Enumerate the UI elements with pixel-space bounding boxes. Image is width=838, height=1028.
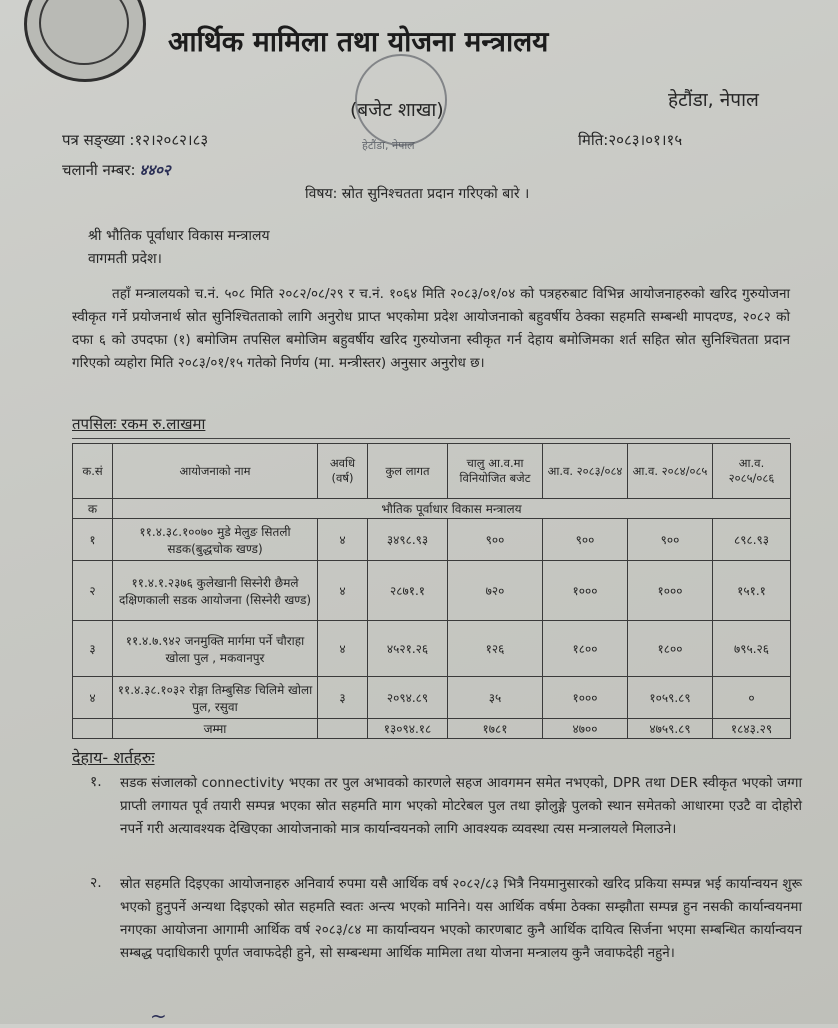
col-total: कुल लागत — [368, 444, 448, 499]
divider — [72, 438, 790, 439]
cell: ७९५.२६ — [713, 621, 791, 677]
cell: १५१.१ — [713, 561, 791, 621]
ministry-title: आर्थिक मामिला तथा योजना मन्त्रालय — [168, 25, 549, 58]
cell: १ — [73, 519, 113, 561]
cell: ४ — [318, 561, 368, 621]
section-name: (बजेट शाखा) — [350, 99, 444, 121]
group-code: क — [73, 499, 113, 519]
condition-number: २. — [90, 875, 102, 891]
table-total-row — [73, 719, 791, 739]
condition-text: स्रोत सहमति दिइएका आयोजनाहरु अनिवार्य रुपमा यसै आर्थिक वर्ष २०८२/८३ भित्रै नियमानुसारको खरिद प्रकिया सम्पन्न भई कार्यान्वयन शुरू भएको हुनुपर्ने अन्यथा दिइएको स्रोत सहमति स्वतः अन्त्य भएको मानिने। यस आर्थिक वर्षमा ठेक्का सम्झौता सम्पन्न हुन नसकी कार्यान्वयनमा नगएका आयोजना आगामी आर्थिक वर्ष २०८३/८४ मा कार्यान्वयन भएको कारणबाट कुनै आर्थिक दायित्व सिर्जना भएमा सम्बन्धित कार्यान्वयन सम्बद्ध पदाधिकारी पूर्णत जवाफदेही हुने, सो सम्बन्धमा आर्थिक मामिला तथा योजना मन्त्रालय कुनै जवाफदेही नहुने। — [120, 876, 802, 961]
table-caption: तपसिलः रकम रु.लाखमा — [72, 415, 206, 433]
col-current: चालु आ.व.मा विनियोजित बजेट — [448, 444, 543, 499]
table-row — [73, 561, 791, 621]
cell: ४ — [73, 677, 113, 719]
signature-icon: ~ — [150, 1004, 167, 1028]
table-row — [73, 677, 791, 719]
cell: ११.४.१.२३७६ कुलेखानी सिस्नेरी छैमले दक्षिणकाली सडक आयोजना (सिस्नेरी खण्ड) — [113, 561, 318, 621]
table-group-row — [73, 499, 791, 519]
cell: ७२० — [448, 561, 543, 621]
col-fy1: आ.व. २०८३/०८४ — [543, 444, 628, 499]
cell: १८०० — [543, 621, 628, 677]
cell: १२६ — [448, 621, 543, 677]
table-header-row — [73, 444, 791, 499]
cell: १००० — [543, 561, 628, 621]
subject-line: विषय: स्रोत सुनिश्चतता प्रदान गरिएको बारे । — [305, 186, 530, 202]
reference-number: पत्र सङ्ख्या :१२।२०८२।८३ — [62, 131, 209, 149]
recipient-line-2: वागमती प्रदेश। — [88, 251, 162, 267]
cell: १०५९.८९ — [628, 677, 713, 719]
cell: १८४३.२९ — [713, 719, 791, 739]
cell: २ — [73, 561, 113, 621]
cell: ४५२१.२६ — [368, 621, 448, 677]
total-label: जम्मा — [113, 719, 318, 739]
cell: १३०९४.१८ — [368, 719, 448, 739]
cell: १००० — [543, 677, 628, 719]
cell: ४७०० — [543, 719, 628, 739]
cell: ११.४.३८.१००७० मुडे मेलुङ सितली सडक(बुद्धचोक खण्ड) — [113, 519, 318, 561]
condition-number: १. — [90, 774, 102, 790]
location: हेटौंडा, नेपाल — [668, 89, 759, 111]
dispatch-label: चलानी नम्बर: — [62, 161, 136, 179]
cell — [318, 719, 368, 739]
col-sn: क.सं — [73, 444, 113, 499]
cell: ११.४.७.९४२ जनमुक्ति मार्गमा पर्ने चौराहा खोला पुल , मकवानपुर — [113, 621, 318, 677]
cell: १७८१ — [448, 719, 543, 739]
letter-date: मिति:२०८३।०१।१५ — [578, 131, 683, 149]
stamp-text: हेटौंडा, नेपाल — [362, 139, 415, 152]
cell: ३ — [73, 621, 113, 677]
recipient-line-1: श्री भौतिक पूर्वाधार विकास मन्त्रालय — [88, 228, 270, 244]
cell: २८७१.१ — [368, 561, 448, 621]
cell: ३४९८.९३ — [368, 519, 448, 561]
cell: ० — [713, 677, 791, 719]
government-emblem-icon — [24, 0, 146, 82]
table-row — [73, 519, 791, 561]
cell — [73, 719, 113, 739]
dispatch-number — [62, 160, 171, 180]
cell: ४ — [318, 519, 368, 561]
cell: ८९८.९३ — [713, 519, 791, 561]
condition-text: सडक संजालको connectivity भएका तर पुल अभावको कारणले सहज आवगमन समेत नभएको, DPR तथा DER स्वीकृत भएको जग्गा प्राप्ती लगायत पूर्व तयारी सम्पन्न भएका स्रोत सहमति माग भएको मोटरेबल पुल तथा झोलुङ्गे पुलको स्थान समेतको आधारमा एउटै वा दोहोरो नपर्ने गरी अत्यावश्यक देखिएका आयोजनाको मात्र कार्यान्वयनको लागि आवश्यक व्यवस्था त्यस मन्त्रालयले मिलाउने। — [120, 775, 802, 837]
cell: ११.४.३८.१०३२ रोङ्गा तिम्बुसिङ चिलिमे खोला पुल, रसुवा — [113, 677, 318, 719]
table-row — [73, 621, 791, 677]
col-duration: अवधि (वर्ष) — [318, 444, 368, 499]
col-fy2: आ.व. २०८४/०८५ — [628, 444, 713, 499]
cell: ३ — [318, 677, 368, 719]
cell: ९०० — [448, 519, 543, 561]
body-paragraph: तहाँ मन्त्रालयको च.नं. ५०८ मिति २०८२/०८/२९ र च.नं. १०६४ मिति २०८३/०१/०४ को पत्रहरुबाट विभिन्न आयोजनाहरुको खरिद गुरुयोजना स्वीकृत गर्ने प्रयोजनार्थ स्रोत सुनिश्चितताको लागि अनुरोध प्राप्त भएकोमा प्रदेश आयोजनाको बहुवर्षीय ठेक्का सहमति सम्बन्धी मापदण्ड, २०८२ को दफा ६ को उपदफा (१) बमोजिम तपसिल बमोजिम बहुवर्षीय खरिद गुरुयोजना स्वीकृत गर्न देहाय बमोजिमका शर्त सहित स्रोत सुनिश्चितता प्रदान गरिएको व्यहोरा मिति २०८३/०१/१५ गतेको निर्णय (मा. मन्त्रीस्तर) अनुसार अनुरोध छ। — [72, 286, 790, 371]
dispatch-value: ४४०२ — [139, 161, 171, 179]
cell: १८०० — [628, 621, 713, 677]
cell: ४ — [318, 621, 368, 677]
col-fy3: आ.व. २०८५/०८६ — [713, 444, 791, 499]
cell: १००० — [628, 561, 713, 621]
cell: ९०० — [543, 519, 628, 561]
conditions-title: देहाय- शर्तहरुः — [72, 748, 155, 767]
budget-table — [72, 443, 791, 739]
cell: ९०० — [628, 519, 713, 561]
cell: ३५ — [448, 677, 543, 719]
cell: ४७५९.८९ — [628, 719, 713, 739]
group-label: भौतिक पूर्वाधार विकास मन्त्रालय — [113, 499, 791, 519]
cell: २०९४.८९ — [368, 677, 448, 719]
col-name: आयोजनाको नाम — [113, 444, 318, 499]
